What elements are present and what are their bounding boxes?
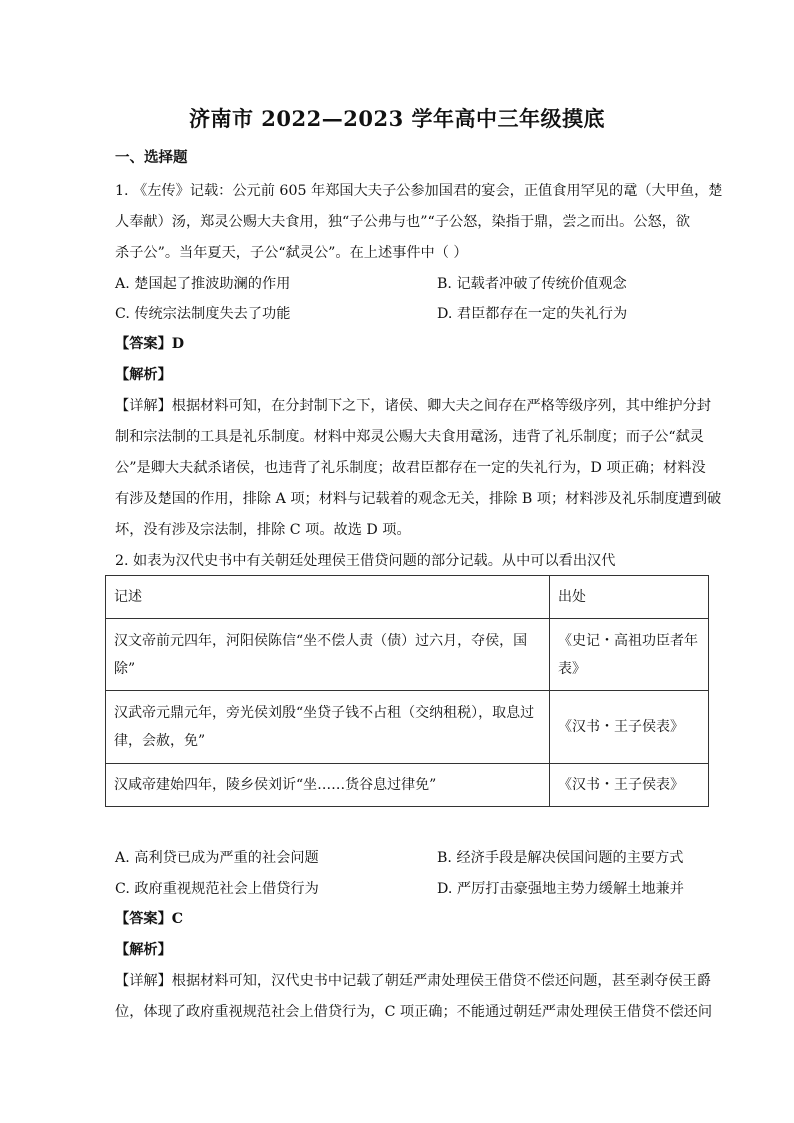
q1-option-c: C. 传统宗法制度失去了功能	[115, 306, 291, 322]
q1-detail-line-2: 制和宗法制的工具是礼乐制度。材料中郑灵公赐大夫食用鼋汤，违背了礼乐制度；而子公“弑灵	[115, 429, 704, 445]
q1-option-a: A. 楚国起了推波助澜的作用	[115, 276, 291, 292]
q2-option-a: A. 高利贷已成为严重的社会问题	[115, 850, 319, 866]
q2-stem: 2. 如表为汉代史书中有关朝廷处理侯王借贷问题的部分记载。从中可以看出汉代	[115, 553, 616, 569]
table-row	[106, 764, 709, 807]
q2-option-c: C. 政府重视规范社会上借贷行为	[115, 881, 319, 897]
q1-stem-line-2: 人奉献）汤，郑灵公赐大夫食用，独“子公弗与也”“子公怒，染指于鼎，尝之而出。公怒，欲	[115, 214, 691, 230]
table-cell-source: 《汉书・王子侯表》	[550, 691, 709, 764]
table-header-row	[106, 576, 709, 619]
q1-answer: 【答案】D	[115, 336, 185, 352]
table-row	[106, 619, 709, 691]
q2-option-b: B. 经济手段是解决侯国问题的主要方式	[437, 850, 684, 866]
q1-detail-line-5: 坏，没有涉及宗法制，排除 C 项。故选 D 项。	[115, 522, 411, 538]
q2-option-d: D. 严厉打击豪强地主势力缓解土地兼并	[437, 881, 684, 897]
q2-detail-line-2: 位，体现了政府重视规范社会上借贷行为，C 项正确；不能通过朝廷严肃处理侯王借贷不偿还问	[115, 1004, 713, 1020]
section-heading: 一、选择题	[115, 149, 188, 166]
table-cell-record: 汉文帝前元四年，河阳侯陈信“坐不偿人责（债）过六月，夺侯，国除”	[106, 619, 550, 691]
q1-detail-line-3: 公”是卿大夫弑杀诸侯，也违背了礼乐制度；故君臣都存在一定的失礼行为，D 项正确；材料没	[115, 460, 706, 476]
q1-stem-line-3: 杀子公”。当年夏天，子公“弑灵公”。在上述事件中（ ）	[115, 245, 468, 261]
table-cell-source: 《汉书・王子侯表》	[550, 764, 709, 807]
records-table	[105, 575, 709, 807]
q2-answer: 【答案】C	[115, 911, 184, 927]
table-row	[106, 691, 709, 764]
table-cell-source: 《史记・高祖功臣者年 表》	[550, 619, 709, 691]
q1-option-b: B. 记载者冲破了传统价值观念	[437, 276, 627, 292]
table-cell-record: 汉咸帝建始四年，陵乡侯刘䜣“坐……货谷息过律免”	[106, 764, 550, 807]
table-cell-record: 汉武帝元鼎元年，旁光侯刘殷“坐贷子钱不占租（交纳租税），取息过 律，会赦，免”	[106, 691, 550, 764]
page-title: 济南市 2022—2023 学年高中三年级摸底	[188, 106, 605, 131]
q1-analysis-label: 【解析】	[115, 367, 172, 383]
q1-option-d: D. 君臣都存在一定的失礼行为	[437, 306, 628, 322]
q2-detail-line-1: 【详解】根据材料可知，汉代史书中记载了朝廷严肃处理侯王借贷不偿还问题，甚至剥夺侯王爵	[115, 973, 711, 989]
q1-detail-line-4: 有涉及楚国的作用，排除 A 项；材料与记载着的观念无关，排除 B 项；材料涉及礼乐制度遭到破	[115, 491, 722, 507]
table-header-source: 出处	[550, 576, 709, 619]
q2-analysis-label: 【解析】	[115, 942, 172, 958]
q1-stem-line-1: 1. 《左传》记载：公元前 605 年郑国大夫子公参加国君的宴会，正值食用罕见的鼋（大甲鱼，楚	[115, 183, 723, 199]
table-header-record: 记述	[106, 576, 550, 619]
q1-detail-line-1: 【详解】根据材料可知，在分封制下之下，诸侯、卿大夫之间存在严格等级序列，其中维护分封	[115, 398, 711, 414]
